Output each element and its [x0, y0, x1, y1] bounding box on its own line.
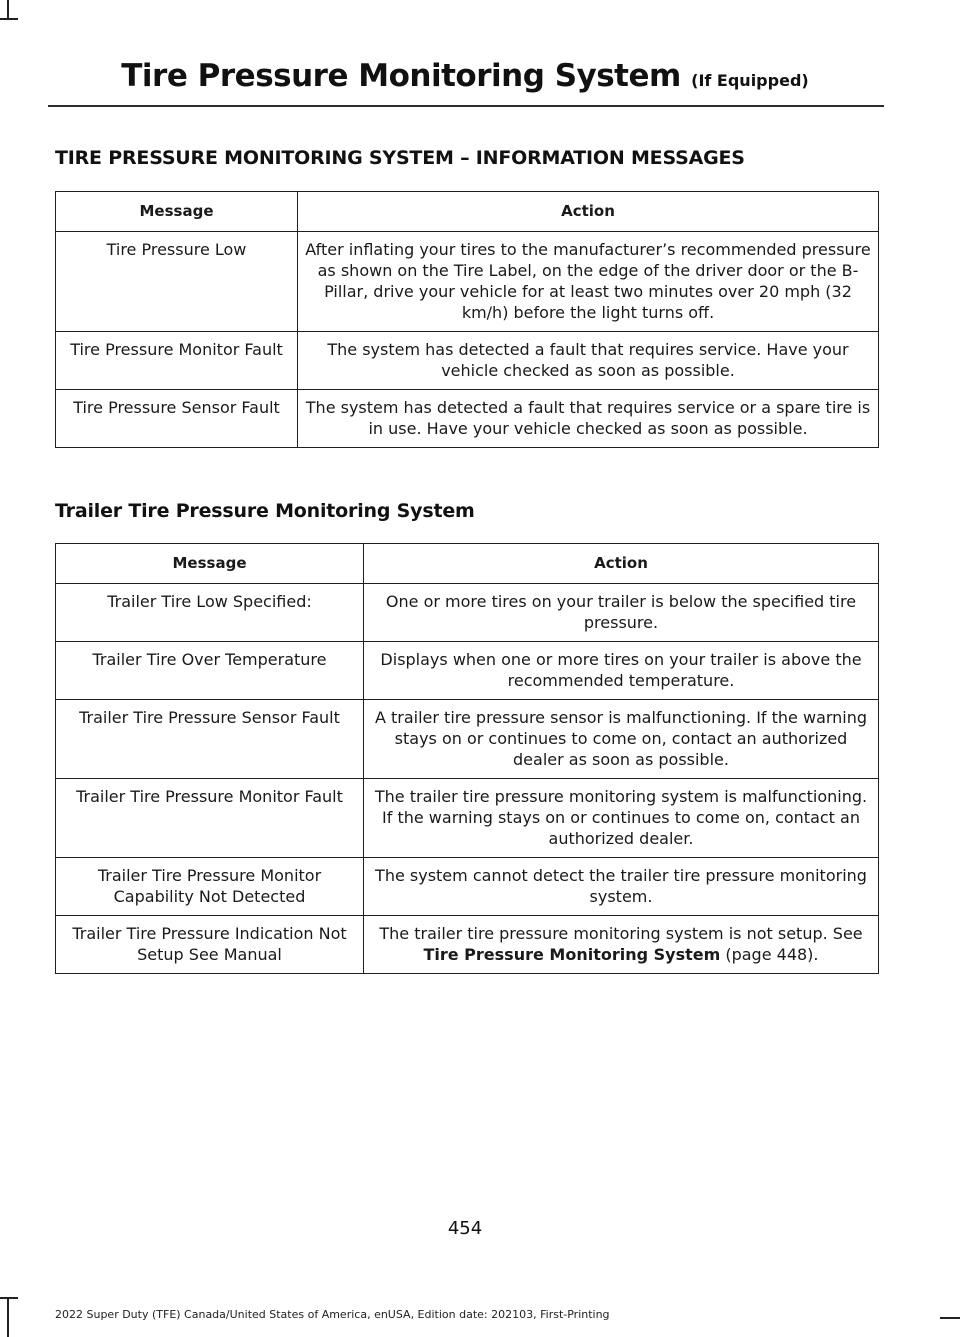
message-cell: Tire Pressure Low — [56, 232, 298, 332]
section-heading-information-messages: TIRE PRESSURE MONITORING SYSTEM – INFORMATION MESSAGES — [55, 147, 745, 169]
table-row — [56, 390, 879, 448]
action-cell: After inflating your tires to the manufacturer’s recommended pressure as shown on the Tire Label, on the edge of the driver door or the B-Pillar, drive your vehicle for at least two minutes over 20 mph (32 km/h) before the light turns off. — [298, 232, 879, 332]
table-header-row — [56, 192, 879, 232]
action-cell: The trailer tire pressure monitoring system is malfunctioning. If the warning stays on or continues to come on, contact an authorized dealer. — [364, 779, 879, 858]
table-row — [56, 858, 879, 916]
column-header-message: Message — [56, 544, 364, 584]
page-reference: (page 448). — [720, 945, 819, 964]
message-cell: Trailer Tire Low Specified: — [56, 584, 364, 642]
page-header-title — [0, 58, 930, 94]
column-header-action: Action — [364, 544, 879, 584]
table-row — [56, 916, 879, 974]
message-cell: Trailer Tire Over Temperature — [56, 642, 364, 700]
table-header-row — [56, 544, 879, 584]
column-header-action: Action — [298, 192, 879, 232]
action-cell: The system cannot detect the trailer tire pressure monitoring system. — [364, 858, 879, 916]
action-text: The trailer tire pressure monitoring system is not setup. See — [379, 924, 863, 943]
action-cell: The system has detected a fault that requires service or a spare tire is in use. Have your vehicle checked as soon as possible. — [298, 390, 879, 448]
message-cell: Trailer Tire Pressure Monitor Fault — [56, 779, 364, 858]
action-cell: The system has detected a fault that requires service. Have your vehicle checked as soon as possible. — [298, 332, 879, 390]
action-cell: Displays when one or more tires on your trailer is above the recommended temperature. — [364, 642, 879, 700]
column-header-message: Message — [56, 192, 298, 232]
cross-reference-link[interactable]: Tire Pressure Monitoring System — [423, 945, 721, 964]
table-row — [56, 584, 879, 642]
action-cell: A trailer tire pressure sensor is malfunctioning. If the warning stays on or continues to come on, contact an authorized dealer as soon as possible. — [364, 700, 879, 779]
trailer-messages-table — [55, 543, 879, 974]
table-row — [56, 642, 879, 700]
footer-edition-info: 2022 Super Duty (TFE) Canada/United States of America, enUSA, Edition date: 202103, First-Printing — [55, 1308, 610, 1321]
table-row — [56, 232, 879, 332]
message-cell: Trailer Tire Pressure Sensor Fault — [56, 700, 364, 779]
table-row — [56, 779, 879, 858]
action-cell: One or more tires on your trailer is below the specified tire pressure. — [364, 584, 879, 642]
message-cell: Tire Pressure Sensor Fault — [56, 390, 298, 448]
table-row — [56, 700, 879, 779]
table-row — [56, 332, 879, 390]
crop-mark — [940, 1317, 960, 1319]
header-divider — [48, 105, 884, 107]
crop-mark — [7, 1297, 9, 1337]
information-messages-table — [55, 191, 879, 448]
crop-mark — [0, 1297, 18, 1299]
page-number: 454 — [447, 1218, 483, 1239]
header-subtitle: (If Equipped) — [691, 71, 809, 90]
message-cell: Trailer Tire Pressure Monitor Capability Not Detected — [56, 858, 364, 916]
crop-mark — [0, 18, 18, 20]
action-cell — [364, 916, 879, 974]
header-title-text: Tire Pressure Monitoring System — [121, 58, 681, 94]
crop-mark — [7, 0, 9, 20]
message-cell: Tire Pressure Monitor Fault — [56, 332, 298, 390]
message-cell: Trailer Tire Pressure Indication Not Setup See Manual — [56, 916, 364, 974]
section-heading-trailer-tpms: Trailer Tire Pressure Monitoring System — [55, 500, 475, 522]
